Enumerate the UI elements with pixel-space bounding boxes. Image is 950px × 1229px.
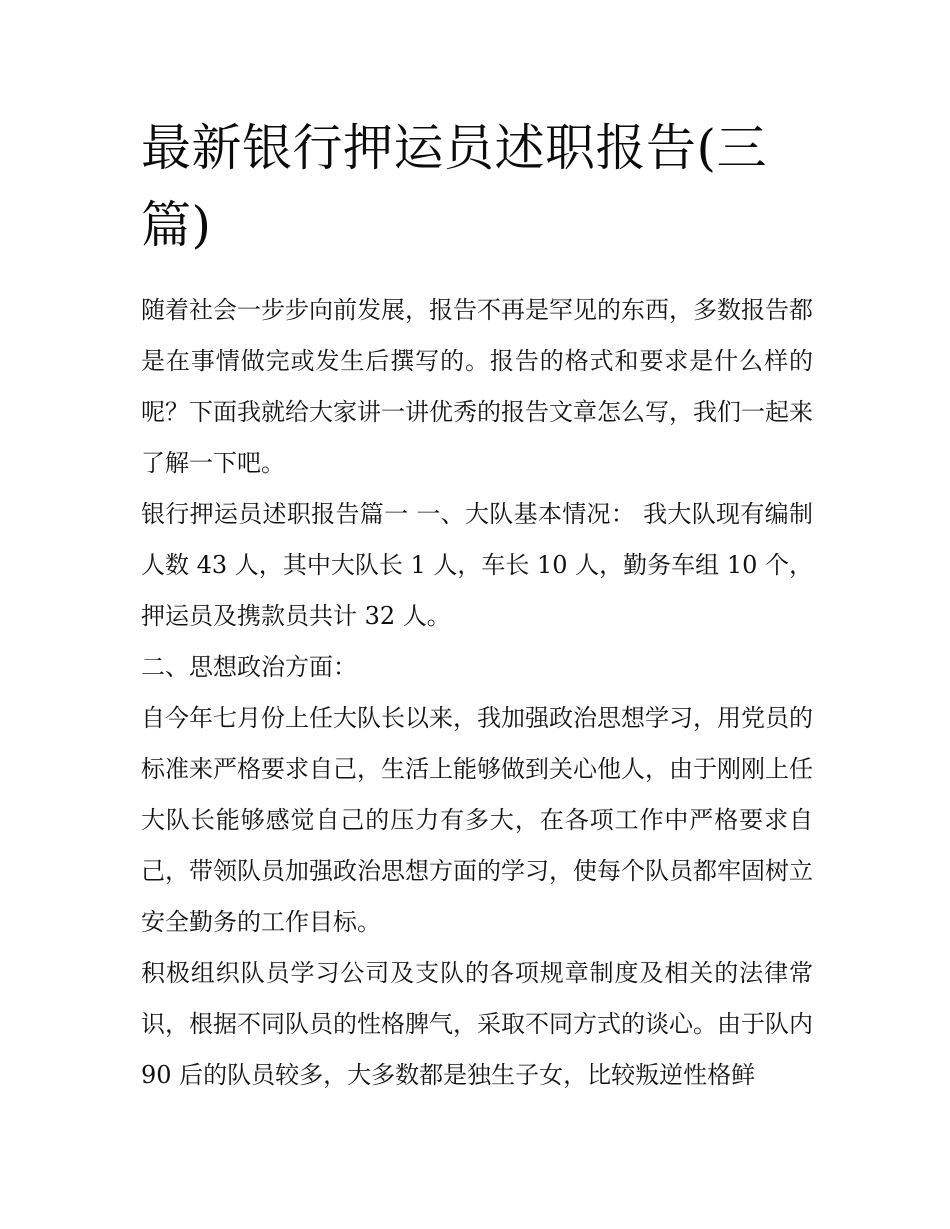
- paragraph-section-one: 银行押运员述职报告篇一 一、大队基本情况： 我大队现有编制人数 43 人，其中大队长 1 人，车长 10 人，勤务车组 10 个，押运员及携款员共计 32 人。: [141, 500, 813, 630]
- document-title: 最新银行押运员述职报告(三篇): [141, 119, 768, 254]
- paragraph-intro: 随着社会一步步向前发展，报告不再是罕见的东西，多数报告都是在事情做完或发生后撰写的。报告的格式和要求是什么样的呢？下面我就给大家讲一讲优秀的报告文章怎么写，我们一起来了解一下吧。: [141, 296, 813, 477]
- paragraph-political-work: 自今年七月份上任大队长以来，我加强政治思想学习，用党员的标准来严格要求自己，生活上能够做到关心他人，由于刚刚上任大队长能够感觉自己的压力有多大，在各项工作中严格要求自己，带领队员加强政治思想方面的学习，使每个队员都牢固树立安全勤务的工作目标。: [141, 704, 813, 936]
- paragraph-team-study: 积极组织队员学习公司及支队的各项规章制度及相关的法律常识，根据不同队员的性格脾气，采取不同方式的谈心。由于队内 90 后的队员较多，大多数都是独生子女，比较叛逆性格鲜: [141, 959, 813, 1089]
- section-heading-political: 二、思想政治方面：: [141, 653, 357, 681]
- document-body: [141, 110, 813, 1101]
